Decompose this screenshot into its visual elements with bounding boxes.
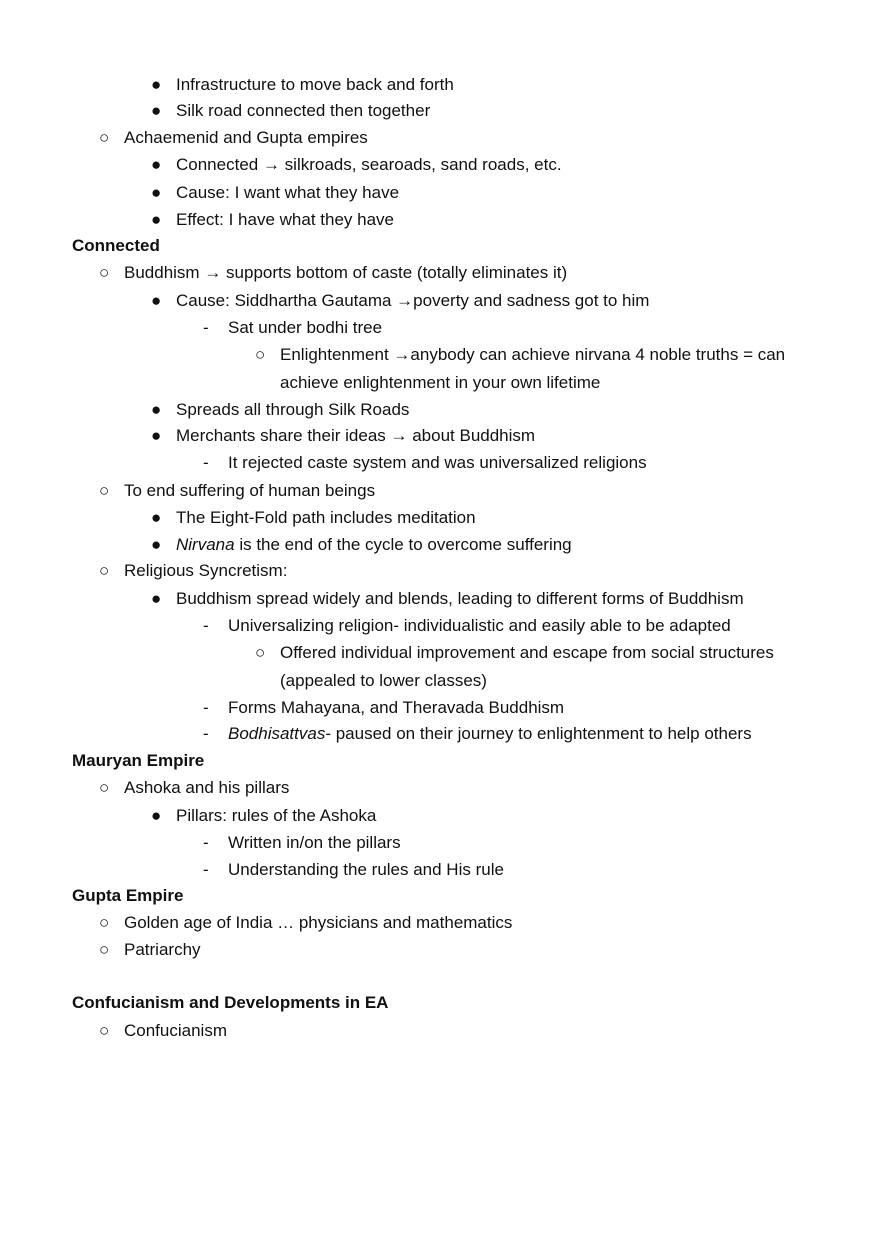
bullet-marker: ● — [151, 589, 162, 608]
list-item: Pillars: rules of the Ashoka — [176, 806, 377, 825]
circle-marker: ○ — [99, 1021, 110, 1040]
list-item: Cause: Siddhartha Gautama →poverty and sadness got to him — [176, 291, 650, 310]
bullet-marker: ● — [151, 155, 162, 174]
bullet-marker: ● — [151, 806, 162, 825]
list-item: Offered individual improvement and escape from social structures — [280, 643, 774, 662]
list-item: Cause: I want what they have — [176, 183, 400, 202]
list-item: Ashoka and his pillars — [124, 778, 290, 797]
list-item: Buddhism spread widely and blends, leading to different forms of Buddhism — [176, 589, 744, 608]
section-heading: Confucianism and Developments in EA — [72, 993, 389, 1012]
italic-term: Bodhisattvas — [228, 724, 326, 743]
list-item: It rejected caste system and was universalized religions — [228, 453, 647, 472]
list-item: Religious Syncretism: — [124, 561, 288, 580]
list-item — [176, 535, 572, 555]
list-item: Spreads all through Silk Roads — [176, 400, 410, 419]
list-item: Achaemenid and Gupta empires — [124, 128, 368, 147]
list-item: Golden age of India … physicians and mathematics — [124, 913, 513, 932]
list-item-continuation: achieve enlightenment in your own lifetime — [280, 373, 601, 392]
list-item: Infrastructure to move back and forth — [176, 75, 454, 94]
list-item: The Eight-Fold path includes meditation — [176, 508, 476, 527]
bullet-marker: ● — [151, 426, 162, 445]
italic-term: Nirvana — [176, 535, 235, 554]
circle-marker: ○ — [99, 263, 110, 282]
list-item: Enlightenment →anybody can achieve nirvana 4 noble truths = can — [280, 345, 786, 364]
list-item: Buddhism → supports bottom of caste (totally eliminates it) — [124, 263, 568, 282]
bullet-marker: ● — [151, 75, 162, 94]
section-heading: Gupta Empire — [72, 886, 184, 905]
bullet-marker: ● — [151, 101, 162, 120]
dash-marker: - — [203, 860, 209, 879]
dash-marker: - — [203, 318, 209, 337]
list-item: Confucianism — [124, 1021, 227, 1040]
bullet-marker: ● — [151, 210, 162, 229]
list-item: Effect: I have what they have — [176, 210, 394, 229]
bullet-marker: ● — [151, 508, 162, 527]
circle-marker: ○ — [255, 345, 266, 364]
list-item-text: - paused on their journey to enlightenment to help others — [325, 724, 752, 743]
bullet-marker: ● — [151, 400, 162, 419]
circle-marker: ○ — [255, 643, 266, 662]
bullet-marker: ● — [151, 535, 162, 554]
dash-marker: - — [203, 616, 209, 635]
circle-marker: ○ — [99, 481, 110, 500]
circle-marker: ○ — [99, 778, 110, 797]
bullet-marker: ● — [151, 291, 162, 310]
dash-marker: - — [203, 833, 209, 852]
list-item: Connected → silkroads, searoads, sand roads, etc. — [176, 155, 562, 174]
circle-marker: ○ — [99, 913, 110, 932]
list-item: Silk road connected then together — [176, 101, 431, 120]
list-item: Patriarchy — [124, 940, 201, 959]
bullet-marker: ● — [151, 183, 162, 202]
circle-marker: ○ — [99, 940, 110, 959]
circle-marker: ○ — [99, 561, 110, 580]
list-item: Universalizing religion- individualistic and easily able to be adapted — [228, 616, 731, 635]
list-item-text: is the end of the cycle to overcome suffering — [234, 535, 572, 554]
section-heading: Mauryan Empire — [72, 751, 205, 770]
list-item: Written in/on the pillars — [228, 833, 401, 852]
dash-marker: - — [203, 453, 209, 472]
list-item: To end suffering of human beings — [124, 481, 376, 500]
list-item: Sat under bodhi tree — [228, 318, 383, 337]
circle-marker: ○ — [99, 128, 110, 147]
list-item: Merchants share their ideas → about Buddhism — [176, 426, 536, 445]
dash-marker: - — [203, 724, 209, 743]
list-item: Forms Mahayana, and Theravada Buddhism — [228, 698, 565, 717]
dash-marker: - — [203, 698, 209, 717]
list-item — [228, 724, 752, 744]
list-item: Understanding the rules and His rule — [228, 860, 504, 879]
section-heading: Connected — [72, 236, 160, 255]
list-item-continuation: (appealed to lower classes) — [280, 671, 487, 690]
